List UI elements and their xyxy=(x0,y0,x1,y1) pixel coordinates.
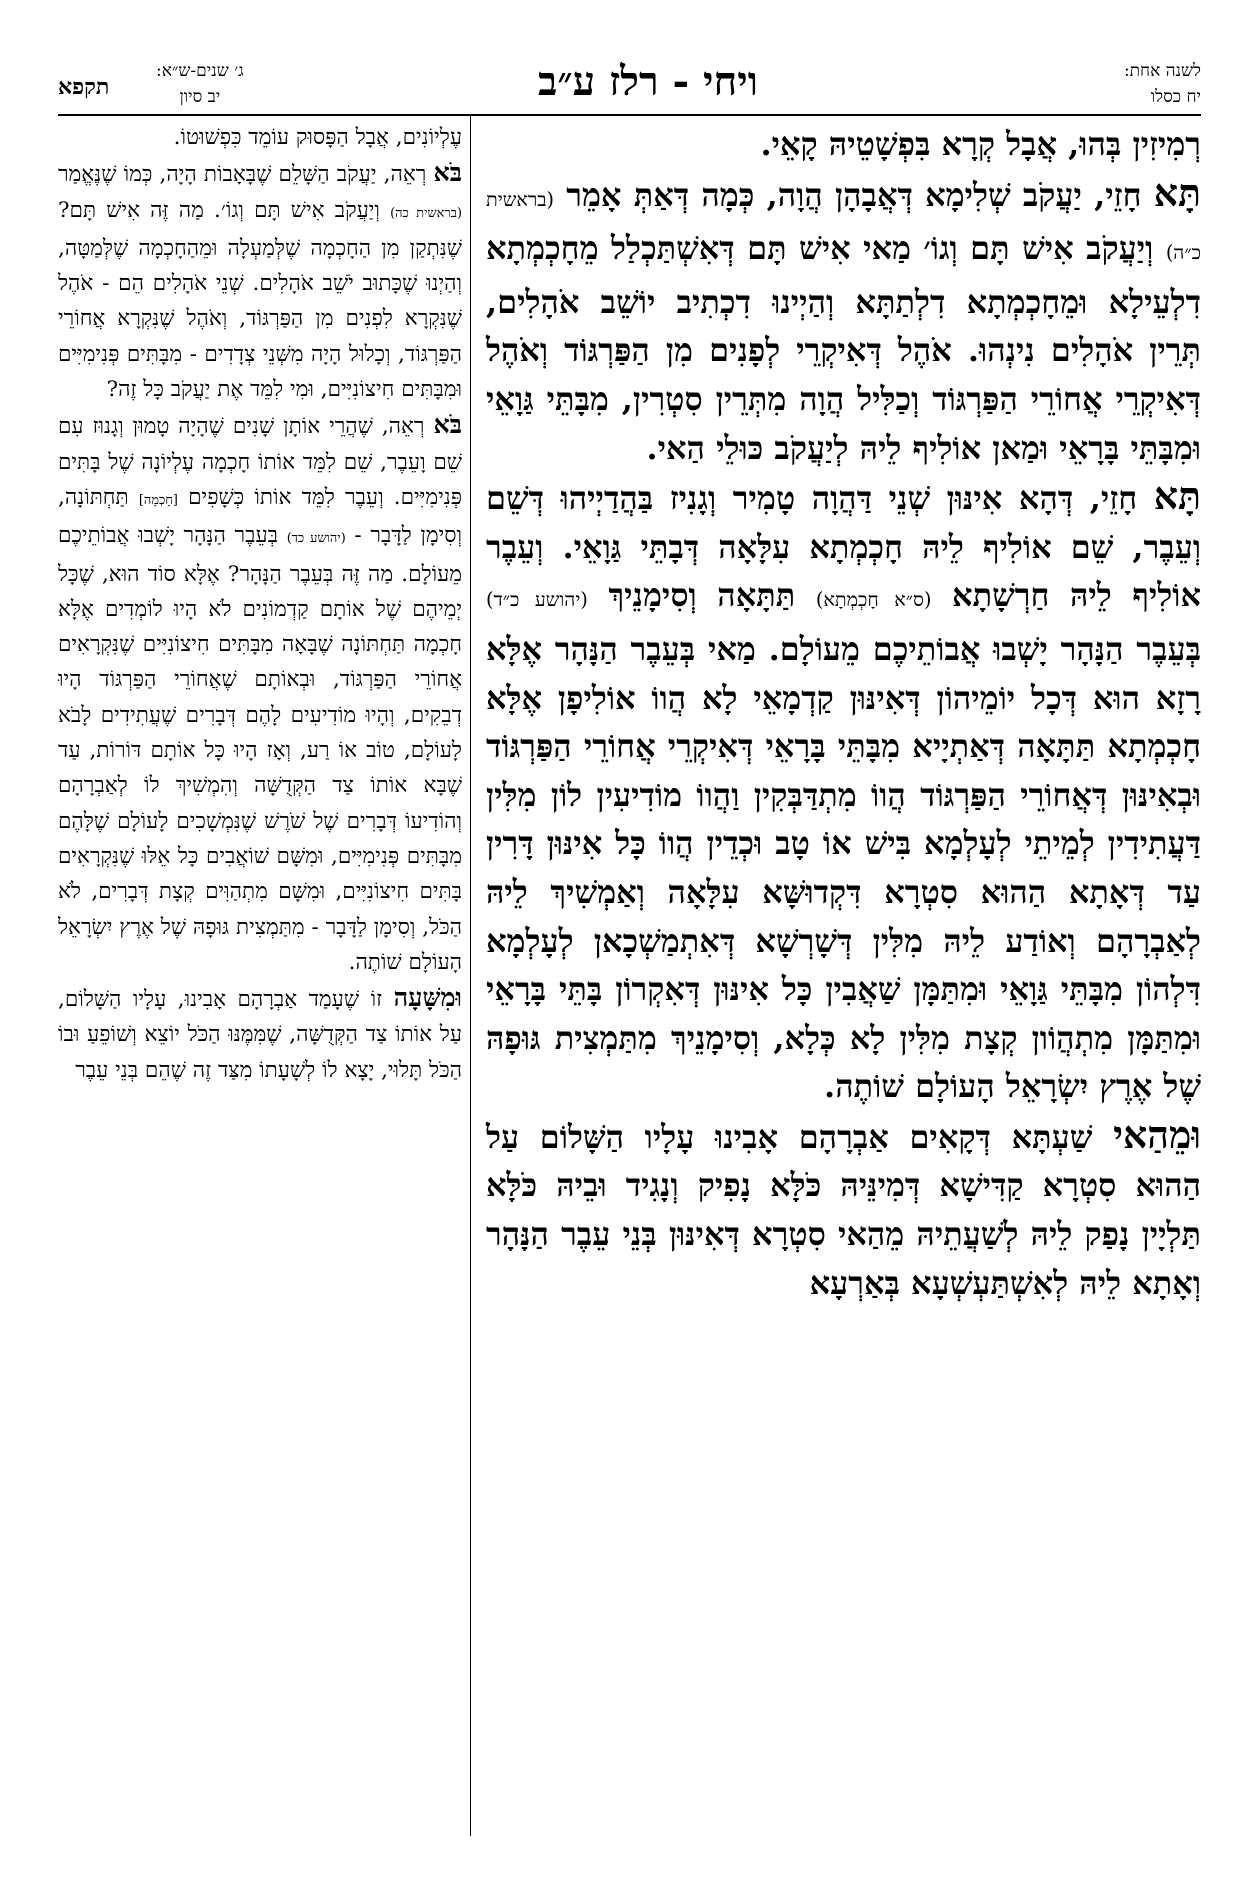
opening-word: בֹּא xyxy=(433,157,462,188)
paragraph xyxy=(58,407,462,980)
column-divider xyxy=(470,116,471,1836)
paragraph xyxy=(486,472,1201,1111)
zohar-aramaic-column xyxy=(486,120,1201,1307)
page-header xyxy=(58,50,1201,112)
verse-reference: (יהושע כד) xyxy=(286,531,346,547)
schedule-label: לשנה אחת: xyxy=(1123,61,1201,81)
opening-word: בֹּא xyxy=(433,409,462,440)
paragraph xyxy=(486,120,1201,169)
hebrew-translation-column xyxy=(58,120,462,1088)
paragraph xyxy=(58,120,462,155)
paragraph-text: רְאֵה, שֶׁהֲרֵי אוֹתָן שָׁנִים שֶׁהָיָה טָמוּן וְגָנוּז עִם שֵׁם וָעֵבֶר, שֵׁם לִמֵּד אוֹתוֹ חָכְמָה עֶלְיוֹנָה שֶׁל בָּתִּים פְּנִימִיִּים. וְעֵבֶר לִמֵּד אוֹתוֹ כְּשָׁפִים xyxy=(58,414,462,510)
paragraph xyxy=(58,980,462,1088)
opening-word: וּמִשָּׁעָה xyxy=(393,982,462,1013)
schedule-label: ג׳ שנים-ש״א: xyxy=(156,61,244,81)
paragraph-text: וְיַעֲקֹב אִישׁ תָּם וְגוֹ׳. מַה זֶּה אִישׁ תָּם? שֶׁנִּתְקַן מִן הַחָכְמָה שֶׁלְּמַעְלָה וּמֵהַחָכְמָה שֶׁלְּמַטָּה, וְהַיְנוּ שֶׁכָּתוּב יֹשֵׁב אֹהָלִים. שְׁנֵי אֹהָלִים הֵם - אֹהֶל שֶׁנִּקְרָא לִפְנִים מִן הַפַּרְגּוֹד, וְאֹהֶל שֶׁנִּקְרָא אֲחוֹרֵי הַפַּרְגּוֹד, וְכָלוּל הָיָה מִשְּׁנֵי צְדָדִים - מִבָּתִּים פְּנִימִיִּים וּמִבָּתִּים חִיצוֹנִיִּים, וּמִי לִמֵּד אֶת יַעֲקֹב כָּל זֶה? xyxy=(58,197,462,403)
paragraph-text: זוֹ שֶׁעָמַד אַבְרָהָם אָבִינוּ, עָלָיו הַשָּׁלוֹם, עַל אוֹתוֹ צַד הַקְּדֻשָּׁה, שֶׁמִּמֶּנּוּ הַכֹּל יוֹצֵא וְשׁוֹפֵעַ וּבוֹ הַכֹּל תָּלוּי, יָצָא לוֹ לְשָׁעָתוֹ מִצַּד זֶה שֶׁהֵם בְּנֵי עֵבֶר xyxy=(58,987,462,1083)
paragraph-text: רְאֵה, יַעֲקֹב הַשָּׁלֵם שֶׁבָּאָבוֹת הָיָה, כְּמוֹ שֶׁנֶּאֱמַר xyxy=(58,162,427,188)
paragraph xyxy=(486,169,1201,473)
verse-reference: (בראשית כ״ה) xyxy=(486,187,1202,265)
opening-word: תָּא xyxy=(1153,170,1202,215)
paragraph-text: חָזֵי, יַעֲקֹב שְׁלִימָא דְּאֲבָהָן הֲוָה, כְּמָה דְּאַתְּ אָמֵר xyxy=(566,175,1142,214)
verse-reference: (בראשית כה) xyxy=(390,205,462,221)
header-divider xyxy=(58,114,1201,116)
page-number: תקפא xyxy=(58,74,110,100)
opening-word: תָּא xyxy=(1153,474,1202,519)
opening-word: וּמֵהַאי xyxy=(1113,1112,1201,1157)
paragraph-text: בְּעֵבֶר הַנָּהָר יָשְׁבוּ אֲבוֹתֵיכֶם מֵעוֹלָם. מַאי בְּעֵבֶר הַנָּהָר אֶלָּא רָזָא הוּא דְּכָל יוֹמֵיהוֹן דְּאִינּוּן קַדְמָאֵי לָא הֲווֹ אוֹלִיפָן אֶלָּא חָכְמְתָא תַּתָּאָה דְּאַתְיָיא מִבָּתֵּי בָּרָאֵי דְּאִיקְרֵי אֲחוֹרֵי הַפַּרְגּוֹד וּבְאִינּוּן דְּאֲחוֹרֵי הַפַּרְגּוֹד הֲווֹ מִתְדַּבְּקִין וַהֲווֹ מוֹדִיעִין לוֹן מִלִּין דַּעֲתִידִין לְמֵיתֵי לְעָלְמָא בִּישׁ אוֹ טָב וּכְדֵין הֲווֹ כָּל אִינּוּן דָּרִין עַד דְּאָתָא הַהוּא סִטְרָא דִּקְדוּשָּׁא עִלָּאָה וְאַמְשִׁיךְ לֵיהּ לְאַבְרָהָם וְאוֹדַע לֵיהּ מִלִּין דְּשָׁרְשָׁא דְּאִתְמַשְׁכָאן לְעָלְמָא דִּלְהוֹן מִבָּתֵּי גַּוָאֵי וּמִתַּמָּן שַׁאֲבִין כָּל אִינּוּן דְּאִקְרוֹן בָּתֵּי בָּרָאֵי וּמִתַּמָּן מִתְהֲוֹון קְצָת מִלִּין לָא כְּלָא, וְסִימָנֵיךְ מִתַּמְצִית גּוּפָהּ שֶׁל אֶרֶץ יִשְׂרָאֵל הָעוֹלָם שׁוֹתֶה. xyxy=(486,629,1201,1106)
paragraph-text: רְמִיזִין בְּהוּ, אֲבָל קְרָא בִּפְשָׁטֵיהּ קָאֵי. xyxy=(760,125,1201,163)
paragraph-text: תַּתָּאָה וְסִימָנֵיךְ xyxy=(608,576,796,615)
paragraph-text: שַׁעְתָּא דְּקָאִים אַבְרָהָם אָבִינוּ עָלָיו הַשָּׁלוֹם עַל הַהוּא סִטְרָא קַדִּישָׁא דְּמִינֵּיהּ כֹּלָּא נָפִיק וְנָגִיד וּבֵיהּ כֹּלָּא תַּלְיָין נָפַק לֵיהּ לְשַׁעֲתֵיהּ מֵהַאי סִטְרָא דְּאִינּוּן בְּנֵי עֵבֶר הַנָּהָר וְאָתָא לֵיהּ לְאִשְׁתַּעְשְׁעָא בְּאַרְעָא xyxy=(486,1117,1201,1302)
paragraph-text: בְּעֵבֶר הַנָּהָר יָשְׁבוּ אֲבוֹתֵיכֶם מֵעוֹלָם. מַה זֶּה בְּעֵבֶר הַנָּהָר? אֶלָּא סוֹד הוּא, שֶׁכָּל יְמֵיהֶם שֶׁל אוֹתָם קַדְמוֹנִים לֹא הָיוּ לוֹמְדִים אֶלָּא חָכְמָה תַּחְתּוֹנָה שֶׁבָּאָה מִבָּתִּים חִיצוֹנִיִּים שֶׁנִּקְרָאִים אֲחוֹרֵי הַפַּרְגּוֹד, וּבְאוֹתָם שֶׁאֲחוֹרֵי הַפַּרְגּוֹד הָיוּ דְבֵקִים, וְהָיוּ מוֹדִיעִים לָהֶם דְּבָרִים שֶׁעֲתִידִים לָבֹא לָעוֹלָם, טוֹב אוֹ רַע, וְאָז הָיוּ כָּל אוֹתָם דּוֹרוֹת, עַד שֶׁבָּא אוֹתוֹ צַד הַקְּדֻשָּׁה וְהִמְשִׁיךְ לוֹ לְאַבְרָהָם וְהוֹדִיעוֹ דְּבָרִים שֶׁל שֹׁרֶשׁ שֶׁנִּמְשָׁכִים לָעוֹלָם שֶׁלָּהֶם מִבָּתִּים פְּנִימִיִּים, וּמִשָּׁם שׁוֹאֲבִים כָּל אֵלּוּ שֶׁנִּקְרָאִים בָּתִּים חִיצוֹנִיִּים, וּמִשָּׁם מִתְהַוִּים קְצָת דְּבָרִים, לֹא הַכֹּל, וְסִימָן לַדָּבָר - מִתַּמְצִית גּוּפָהּ שֶׁל אֶרֶץ יִשְׂרָאֵל הָעוֹלָם שׁוֹתֶה. xyxy=(58,523,462,975)
one-year-schedule xyxy=(1124,58,1201,110)
paragraph-text: תַּחְתּוֹנָה, וְסִימָן לַדָּבָר - xyxy=(58,484,462,549)
variant-note: (ס״א חָכְמְתָא) xyxy=(815,588,932,612)
three-year-schedule xyxy=(156,58,244,110)
paragraph xyxy=(486,1111,1201,1307)
paragraph xyxy=(58,155,462,407)
paragraph-text: חָזֵי, דְּהָא אִינּוּן שְׁנֵי דַּהֲוָה טָמִיר וְגָנִיז בַּהֲדַיְיהוּ דְּשֵׁם וְעֵבֶר, שֵׁם אוֹלִיף לֵיהּ חָכְמְתָא עִלָּאָה דְּבָתֵּי גַּוָאֵי. וְעֵבֶר אוֹלִיף לֵיהּ חַרְשָׁתָא xyxy=(486,479,1202,615)
paragraph-text: עֶלְיוֹנִים, אֲבָל הַפָּסוּק עוֹמֵד כִּפְשׁוּטוֹ. xyxy=(173,125,462,150)
schedule-date: יב סיון xyxy=(179,87,221,107)
page-title: ויחי - רלז ע״ב xyxy=(538,58,758,105)
schedule-date: יח כסלו xyxy=(1150,87,1201,107)
paragraph-text: וְיַעֲקֹב אִישׁ תָּם וְגוֹ׳ מַאי אִישׁ תָּם דְּאִשְׁתַּכְלַל מֵחָכְמְתָא דִלְעֵילָא וּמֵחָכְמְתָא דִלְתַתָּא וְהַיְינוּ דִכְתִיב יוֹשֵׁב אֹהָלִים, תְּרֵין אֹהָלִים נִינְהוּ. אֹהֶל דְּאִיקְרֵי לְפָנִים מִן הַפַּרְגּוֹד וְאֹהֶל דְּאִיקְרֵי אֲחוֹרֵי הַפַּרְגּוֹד וְכַלִּיל הֲוָה מִתְּרֵין סִטְרִין, מִבָּתֵּי גַּוָאֵי וּמִבָּתֵּי בָּרָאֵי וּמַאן אוֹלִיף לֵיהּ לְיַעֲקֹב כּוּלֵי הַאי. xyxy=(486,229,1201,467)
verse-reference: (יהושע כ״ד) xyxy=(486,588,588,612)
variant-note: [חָכְמָה] xyxy=(138,492,178,508)
